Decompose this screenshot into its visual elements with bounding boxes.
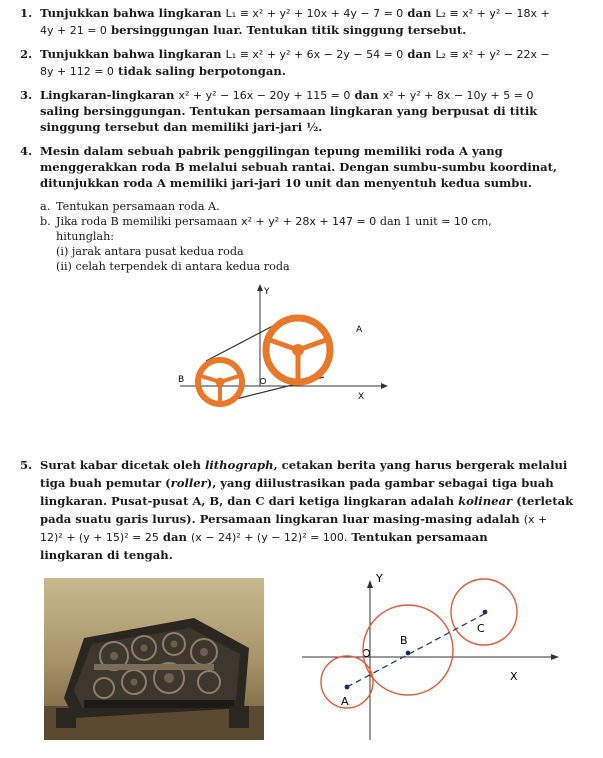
y-axis-arrow-icon — [257, 284, 263, 291]
label-c: C — [477, 622, 485, 635]
y-axis-label: Y — [376, 572, 383, 585]
q2-line2: 8y + 112 = 0 tidak saling berpotongan. — [40, 64, 286, 78]
q4-number: 4. — [20, 144, 33, 158]
q1-line2: 4y + 21 = 0 bersinggungan luar. Tentukan titik singgung tersebut. — [40, 23, 467, 37]
x-axis-label: X — [358, 392, 365, 402]
q3-line2: saling bersinggungan. Tentukan persamaan lingkaran yang berpusat di titik — [40, 104, 538, 118]
origin-point — [260, 378, 265, 383]
q4-line3: ditunjukkan roda A memiliki jari-jari 10 unit dan menyentuh kedua sumbu. — [40, 176, 532, 190]
q5-line1: Surat kabar dicetak oleh lithograph, cetakan berita yang harus bergerak melalui — [40, 458, 568, 472]
q3-number: 3. — [20, 88, 33, 102]
q4-line1: Mesin dalam sebuah pabrik penggilingan tepung memiliki roda A yang — [40, 144, 503, 158]
q5-line2: tiga buah pemutar (roller), yang diilustrasikan pada gambar sebagai tiga buah — [40, 476, 554, 490]
q1-number: 1. — [20, 6, 33, 20]
q4b-line1: Jika roda B memiliki persamaan x² + y² + 28x + 147 = 0 dan 1 unit = 10 cm, — [56, 215, 492, 228]
wheel-b — [198, 360, 242, 404]
q4b-item-ii: (ii) celah terpendek di antara kedua roda — [56, 260, 290, 273]
center-b — [406, 651, 411, 656]
rollers-figure — [300, 560, 560, 745]
circle-b — [363, 605, 453, 695]
center-c — [483, 610, 488, 615]
q5-line3: lingkaran. Pusat-pusat A, B, dan C dari ketiga lingkaran adalah kolinear (terletak — [40, 494, 574, 508]
q4b-item-i: (i) jarak antara pusat kedua roda — [56, 245, 244, 258]
q5-number: 5. — [20, 458, 33, 472]
q5-line4: pada suatu garis lurus). Persamaan lingkaran luar masing-masing adalah (x + — [40, 512, 548, 526]
label-a: A — [341, 695, 349, 708]
q2-line1: Tunjukkan bahwa lingkaran L₁ ≡ x² + y² + 6x − 2y − 54 = 0 dan L₂ ≡ x² + y² − 22x − — [40, 47, 550, 61]
q4b-label: b. — [40, 215, 51, 228]
q3-line3: singgung tersebut dan memiliki jari-jari ½. — [40, 120, 323, 134]
wheel-a — [266, 318, 330, 382]
x-axis-label: X — [510, 670, 518, 683]
q4-line2: menggerakkan roda B melalui sebuah rantai. Dengan sumbu-sumbu koordinat, — [40, 160, 558, 174]
wheel-a-label: A — [356, 325, 363, 335]
wheels-figure — [160, 282, 390, 430]
y-axis-arrow-icon — [367, 580, 373, 588]
lithograph-machine-photo — [44, 578, 264, 740]
y-axis-label: Y — [264, 287, 270, 297]
q4b-line2: hitunglah: — [56, 230, 115, 243]
origin-label: O — [362, 647, 371, 660]
q3-line1: Lingkaran-lingkaran x² + y² − 16x − 20y + 115 = 0 dan x² + y² + 8x − 10y + 5 = 0 — [40, 88, 534, 102]
q2-number: 2. — [20, 47, 33, 61]
label-b: B — [400, 634, 408, 647]
x-axis-arrow-icon — [551, 654, 559, 660]
q1-line1: Tunjukkan bahwa lingkaran L₁ ≡ x² + y² + 10x + 4y − 7 = 0 dan L₂ ≡ x² + y² − 18x + — [40, 6, 550, 20]
center-a — [345, 685, 350, 690]
x-axis-arrow-icon — [381, 383, 388, 389]
q4a-label: a. — [40, 200, 51, 213]
q5-line6: lingkaran di tengah. — [40, 548, 173, 562]
wheel-b-label: B — [178, 375, 185, 385]
q4a-text: Tentukan persamaan roda A. — [56, 200, 220, 213]
q5-line5: 12)² + (y + 15)² = 25 dan (x − 24)² + (y − 12)² = 100. Tentukan persamaan — [40, 530, 488, 544]
